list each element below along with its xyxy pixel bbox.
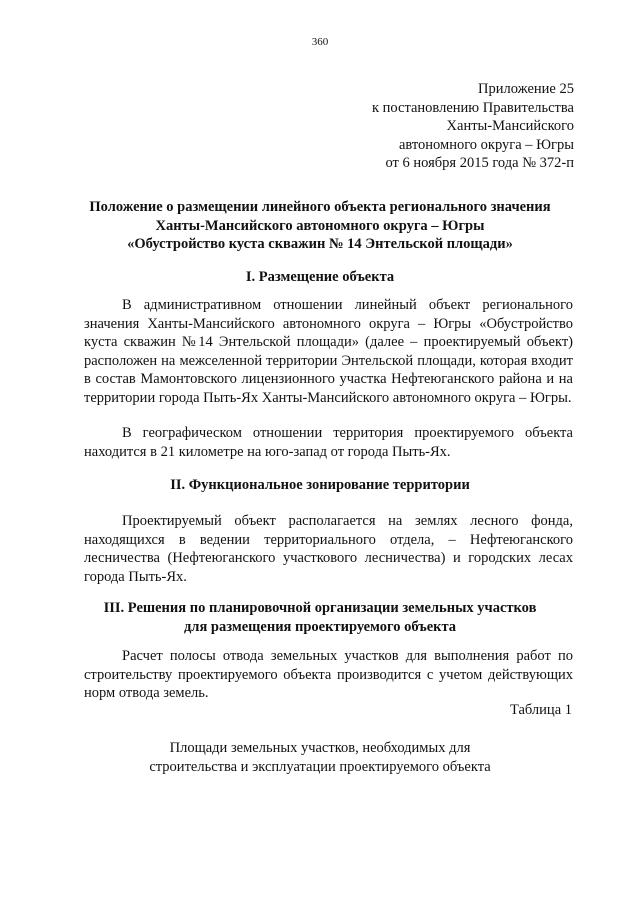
table-label: Таблица 1 xyxy=(509,702,572,718)
table-caption xyxy=(60,739,580,776)
section-1-paragraph: В административном отношении линейный объект регионального значения Ханты-Мансийского автономного округа – Югры «Обустройство куста скважин №14 Энтельской площади» (далее – проектируемый объект) расположен на межселенной территории Энтельской площади, которая входит в состав Мамонтовского лицензионного участка Нефтеюганского района и на территории города Пыть-Ях Ханты-Мансийского автономного округа – Югры. xyxy=(84,297,573,406)
section-1-paragraph: В географическом отношении территория проектируемого объекта находится в 21 километре на юго-запад от города Пыть-Ях. xyxy=(84,425,573,460)
approval-line: Приложение 25 xyxy=(478,81,574,97)
title-line: Положение о размещении линейного объекта регионального значения xyxy=(89,199,551,215)
document-title xyxy=(60,198,580,254)
caption-line: Площади земельных участков, необходимых для xyxy=(169,740,471,756)
section-3-paragraph: Расчет полосы отвода земельных участков для выполнения работ по строительству проектируемого объекта производится с учетом действующих норм отвода земель. xyxy=(84,648,573,702)
approval-line: к постановлению Правительства xyxy=(372,99,574,116)
approval-block xyxy=(372,80,574,173)
heading-line: для размещения проектируемого объекта xyxy=(183,618,457,635)
section-3-heading xyxy=(60,599,580,636)
page-number: 360 xyxy=(311,36,329,48)
section-2-paragraph: Проектируемый объект располагается на землях лесного фонда, находящихся в ведении территориального отдела, – Нефтеюганского лесничества (Нефтеюганского участкового лесничества) и городских лесах города Пыть-Ях. xyxy=(84,513,573,585)
approval-line: от 6 ноября 2015 года № 372-п xyxy=(385,155,574,171)
caption-line: строительства и эксплуатации проектируемого объекта xyxy=(149,758,491,775)
approval-line: Ханты-Мансийского xyxy=(446,118,574,134)
section-1-heading: I. Размещение объекта xyxy=(245,269,395,285)
heading-line: III. Решения по планировочной организации земельных участков xyxy=(103,600,537,616)
section-2-heading: II. Функциональное зонирование территории xyxy=(170,477,470,493)
approval-line: автономного округа – Югры xyxy=(398,136,574,153)
title-line: Ханты-Мансийского автономного округа – Югры xyxy=(155,217,485,234)
title-line: «Обустройство куста скважин № 14 Энтельской площади» xyxy=(127,236,513,252)
